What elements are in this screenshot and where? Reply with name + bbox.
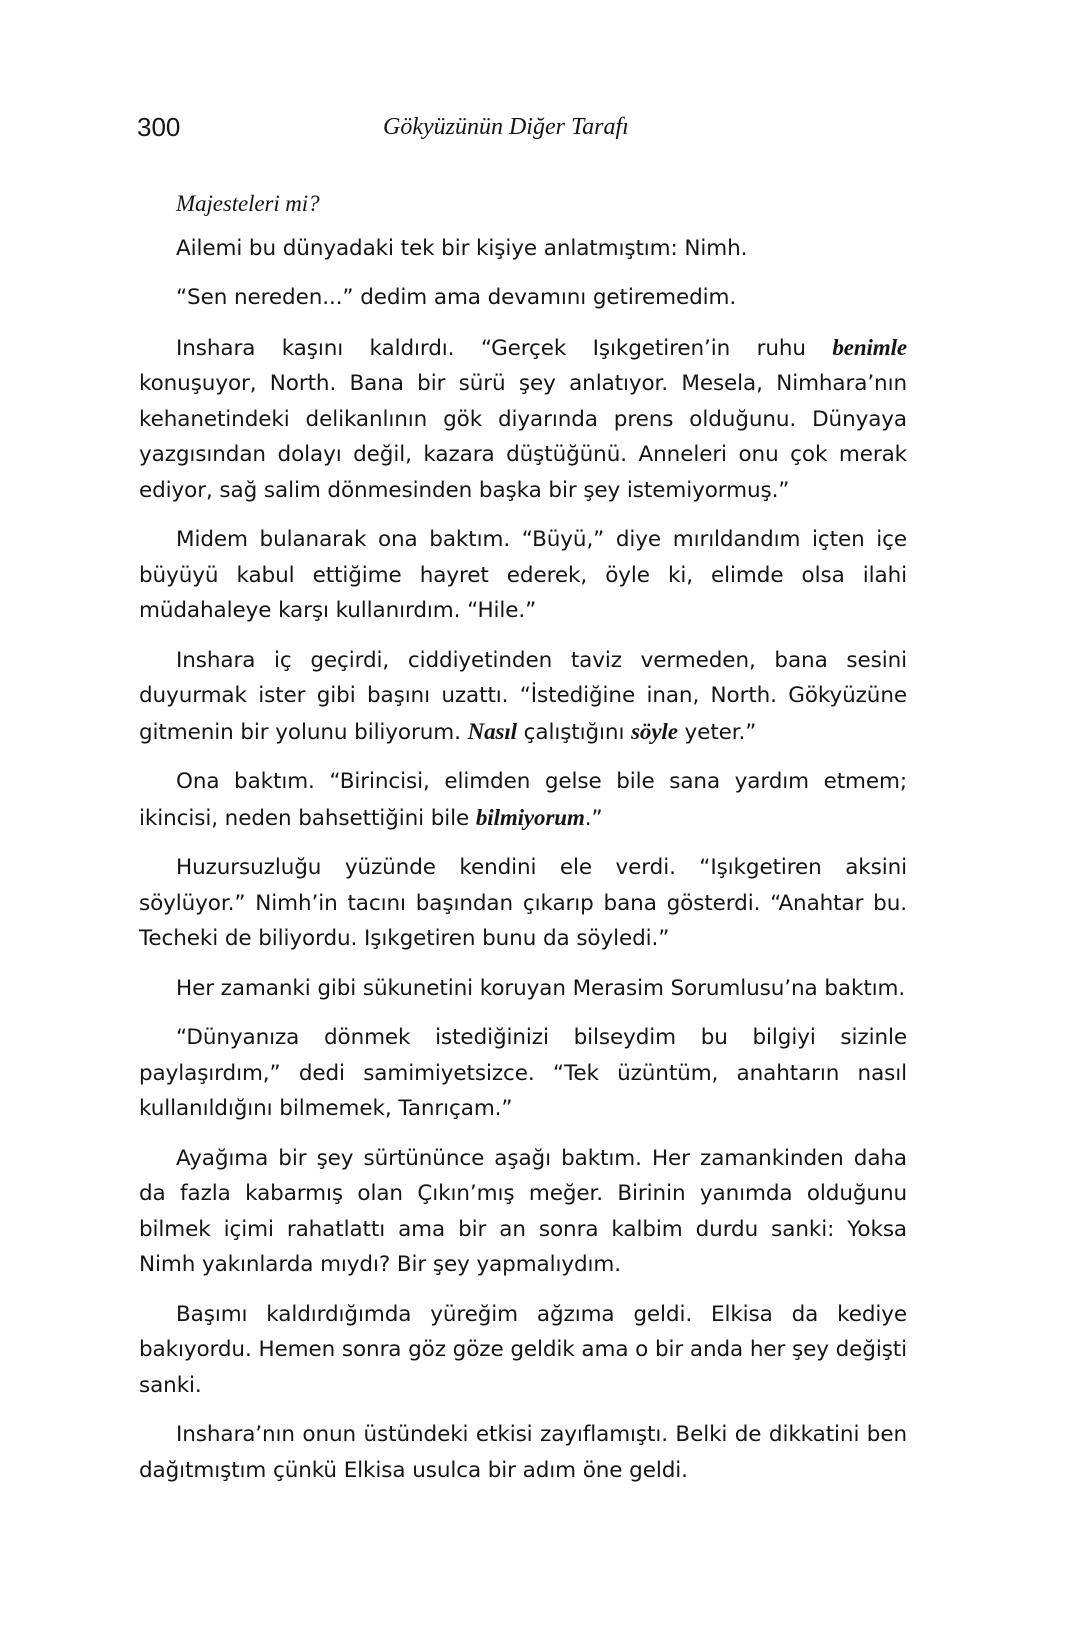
emphasis: Nasıl [467, 718, 517, 744]
paragraph: Majesteleri mi? [176, 191, 320, 216]
paragraph: Inshara iç geçirdi, ciddiyetinden taviz vermeden, bana sesini duyurmak ister gibi başını uzattı. “İstediğine inan, North. Gökyüzüne gitmenin bir yolunu biliyorum. Nasıl çalıştığını söyle yeter.” [139, 647, 907, 745]
emphasis: bilmiyorum [475, 804, 585, 830]
paragraph: “Sen nereden...” dedim ama devamını getiremedim. [176, 285, 737, 310]
paragraph: Midem bulanarak ona baktım. “Büyü,” diye mırıldandım içten içe büyüyü kabul ettiğime hayret ederek, öyle ki, elimde olsa ilahi müdahaleye karşı kullanırdım. “Hile.” [139, 527, 907, 623]
paragraph: Başımı kaldırdığımda yüreğim ağzıma geldi. Elkisa da kediye bakıyordu. Hemen sonra göz göze geldik ama o bir anda her şey değişti sanki. [139, 1301, 907, 1398]
emphasis: söyle [631, 718, 678, 744]
running-title: Gökyüzünün Diğer Tarafı [383, 114, 629, 140]
page-header [137, 112, 937, 152]
paragraph: Inshara kaşını kaldırdı. “Gerçek Işıkgetiren’in ruhu benimle konuşuyor, North. Bana bir sürü şey anlatıyor. Mesela, Nimhara’nın kehanetindeki delikanlının gök diyarında prens olduğunu. Dünyaya yazgısından dolayı değil, kazara düştüğünü. Anneleri onu çok merak ediyor, sağ salim dönmesinden başka bir şey istemiyormuş.” [139, 334, 907, 503]
emphasis: benimle [832, 334, 907, 360]
paragraph: Huzursuzluğu yüzünde kendini ele verdi. “Işıkgetiren aksini söylüyor.” Nimh’in tacını başından çıkarıp bana gösterdi. “Anahtar bu. Techeki de biliyordu. Işıkgetiren bunu da söyledi.” [139, 855, 907, 951]
paragraph: Ayağıma bir şey sürtününce aşağı baktım. Her zamankinden daha da fazla kabarmış olan Çıkın’mış meğer. Birinin yanımda olduğunu bilmek içimi rahatlattı ama bir an sonra kalbim durdu sanki: Yoksa Nimh yakınlarda mıydı? Bir şey yapmalıydım. [139, 1145, 907, 1277]
paragraph: Ona baktım. “Birincisi, elimden gelse bile sana yardım etmem; ikincisi, neden bahsettiğini bile bilmiyorum.” [139, 769, 907, 831]
paragraph: Ailemi bu dünyadaki tek bir kişiye anlatmıştım: Nimh. [176, 235, 748, 261]
paragraph: “Dünyanıza dönmek istediğinizi bilseydim bu bilgiyi sizinle paylaşırdım,” dedi samimiyetsizce. “Tek üzüntüm, anahtarın nasıl kullanıldığını bilmemek, Tanrıçam.” [139, 1025, 907, 1121]
page-number: 300 [137, 112, 181, 142]
body-text [139, 186, 907, 1502]
paragraph: Inshara’nın onun üstündeki etkisi zayıflamıştı. Belki de dikkatini ben dağıtmıştım çünkü Elkisa usulca bir adım öne geldi. [139, 1422, 907, 1483]
paragraph: Her zamanki gibi sükunetini koruyan Merasim Sorumlusu’na baktım. [176, 975, 906, 1001]
